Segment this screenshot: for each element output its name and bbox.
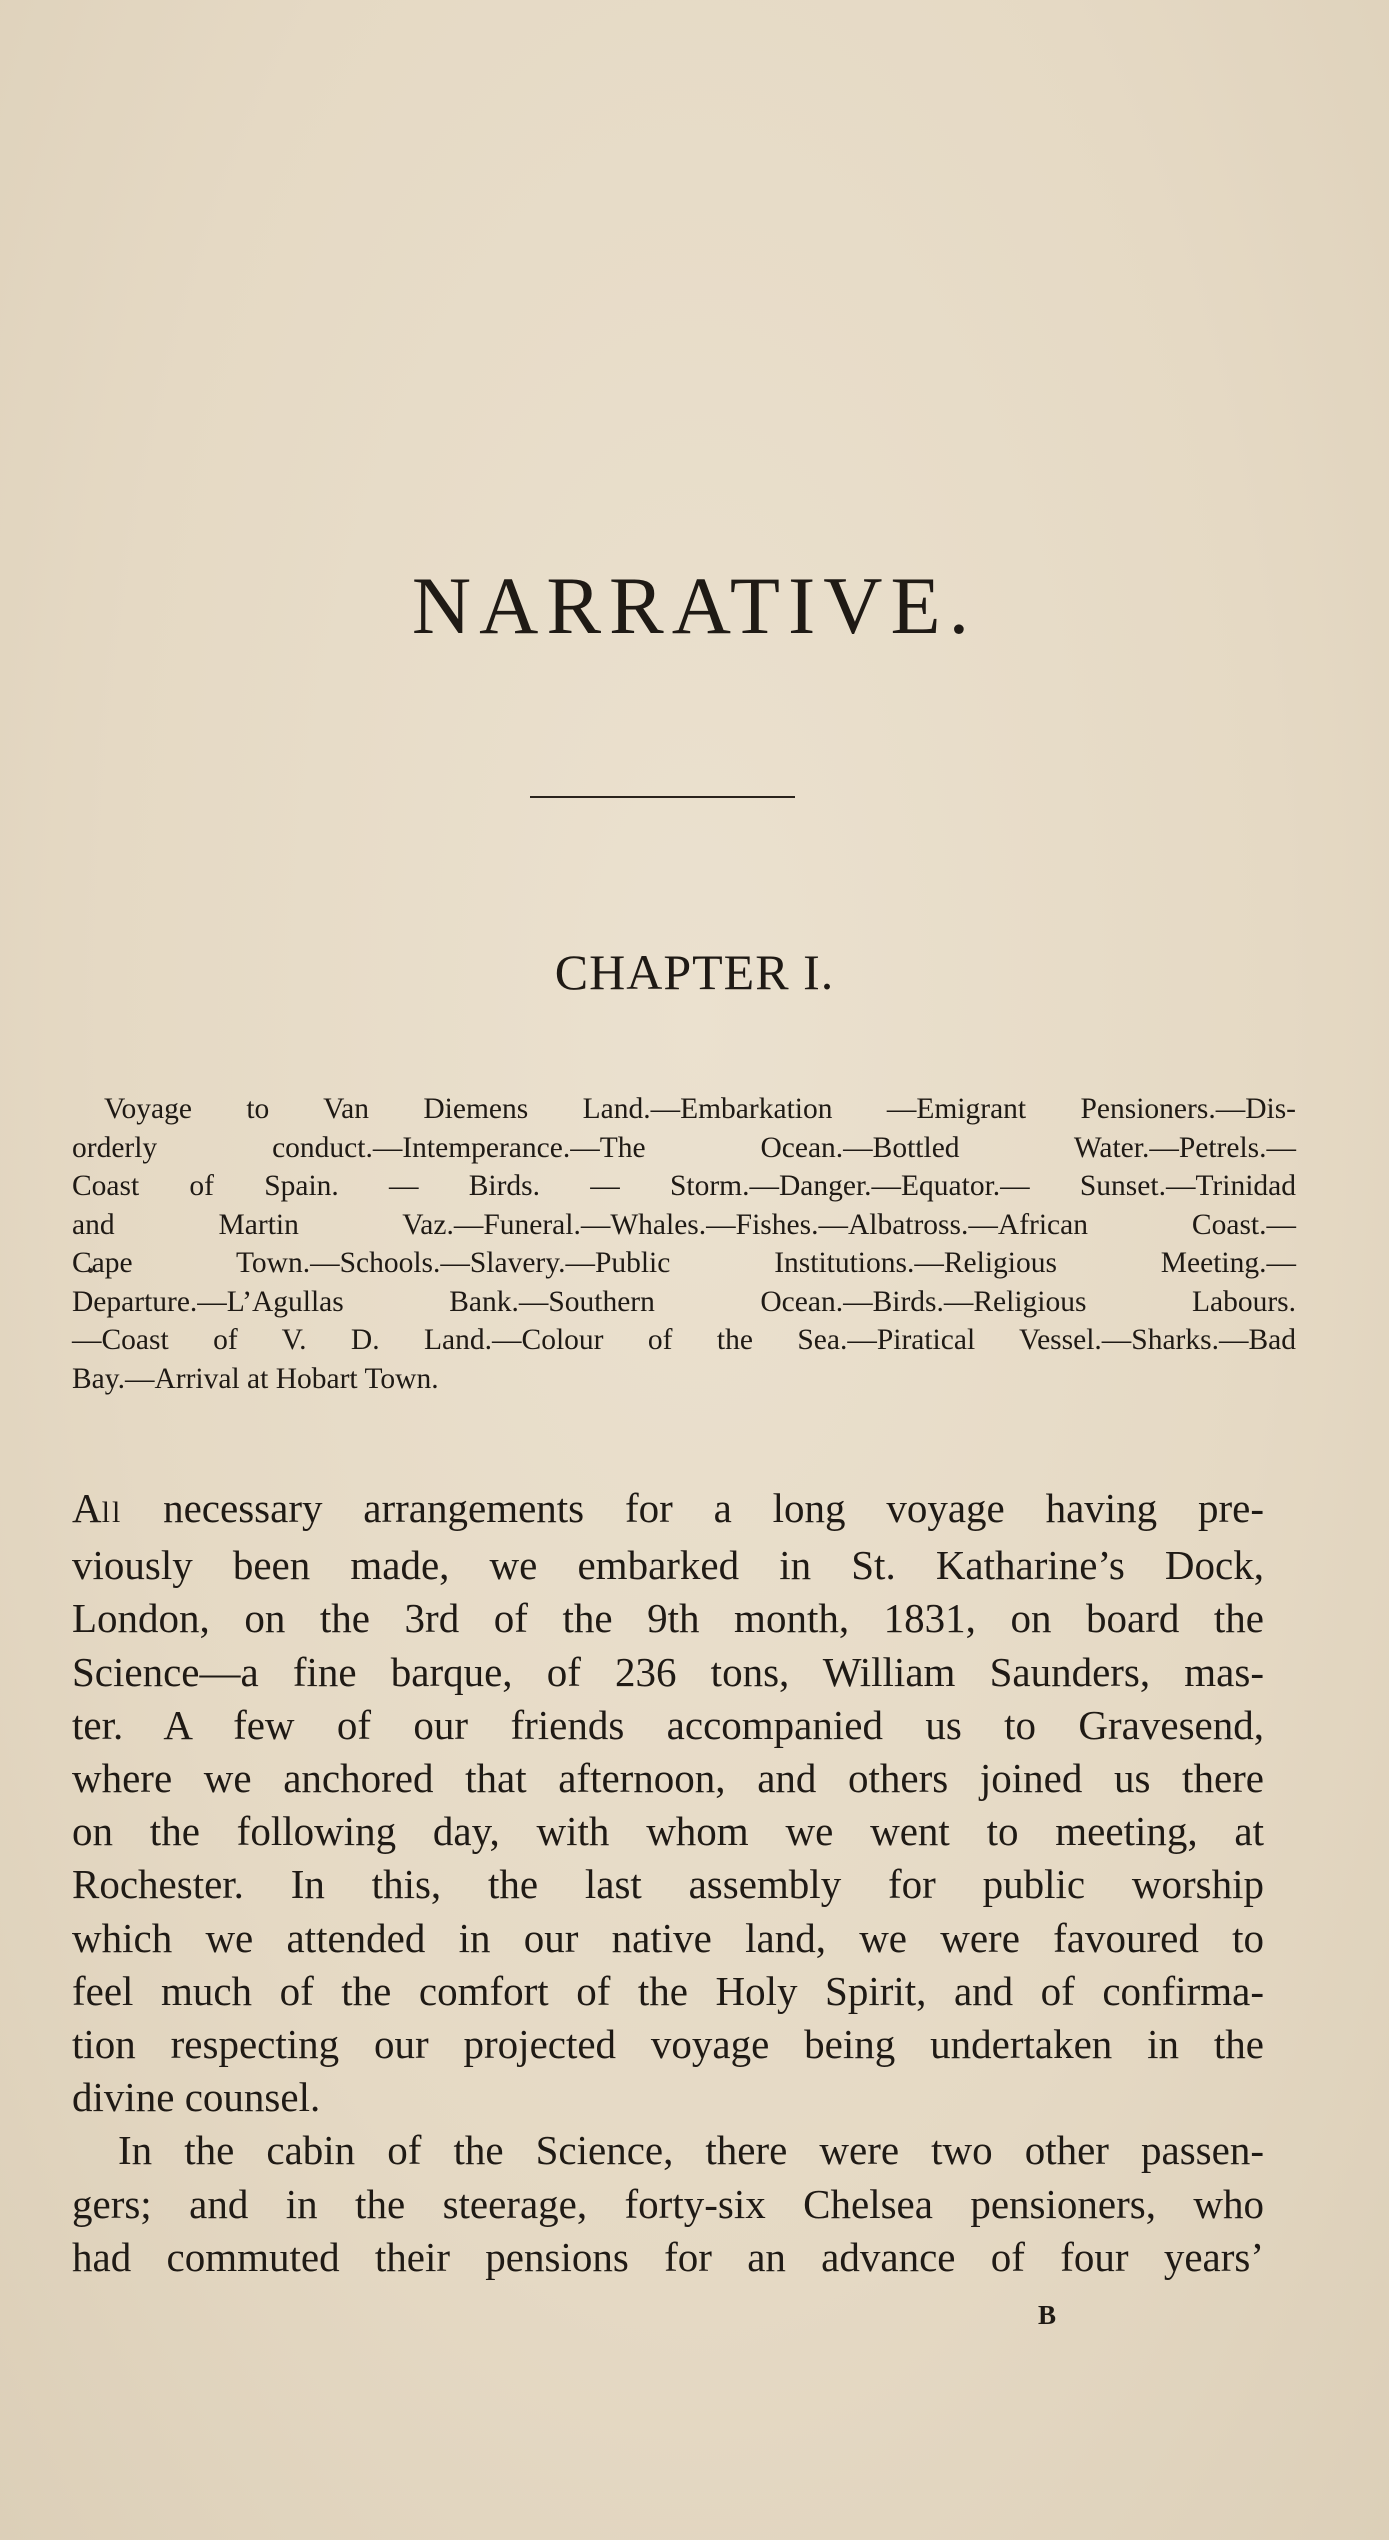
- body-line: ter. A few of our friends accompanied us to Gravesend,: [72, 1701, 1264, 1748]
- synopsis-line: Departure.—L’Agullas Bank.—Southern Ocean.—Birds.—Religious Labours.: [72, 1285, 1296, 1318]
- synopsis-line: Bay.—Arrival at Hobart Town.: [72, 1362, 439, 1395]
- page-title: NARRATIVE.: [411, 560, 978, 651]
- body-line: divine counsel.: [72, 2074, 321, 2121]
- synopsis-line: Voyage to Van Diemens Land.—Embarkation —Emigrant Pensioners.—Dis-: [104, 1093, 1296, 1125]
- body-line: gers; and in the steerage, forty-six Chelsea pensioners, who: [72, 2180, 1264, 2227]
- synopsis-line: orderly conduct.—Intemperance.—The Ocean.—Bottled Water.—Petrels.—: [72, 1131, 1296, 1164]
- body-line: had commuted their pensions for an advance of four years’: [72, 2233, 1264, 2280]
- small-caps-word: ll: [101, 1496, 123, 1529]
- body-line: where we anchored that afternoon, and others joined us there: [72, 1755, 1264, 1802]
- synopsis-line: Coast of Spain. — Birds. — Storm.—Danger.—Equator.— Sunset.—Trinidad: [72, 1170, 1296, 1202]
- chapter-heading: CHAPTER I.: [554, 944, 835, 1000]
- body-line: feel much of the comfort of the Holy Spirit, and of confirma-: [72, 1967, 1264, 2014]
- body-line-text: necessary arrangements for a long voyage having pre-: [122, 1485, 1264, 1531]
- body-line: London, on the 3rd of the 9th month, 1831, on board the: [72, 1595, 1264, 1642]
- synopsis-line: —Coast of V. D. Land.—Colour of the Sea.—Piratical Vessel.—Sharks.—Bad: [72, 1324, 1296, 1356]
- body-line: viously been made, we embarked in St. Katharine’s Dock,: [72, 1542, 1264, 1589]
- body-line: on the following day, with whom we went to meeting, at: [72, 1808, 1264, 1855]
- body-line: Rochester. In this, the last assembly for public worship: [72, 1861, 1264, 1908]
- narrative-body: [72, 1482, 1264, 2284]
- signature-mark: B: [1038, 2300, 1057, 2330]
- synopsis-line: and Martin Vaz.—Funeral.—Whales.—Fishes.—Albatross.—African Coast.—: [72, 1208, 1296, 1241]
- body-line: which we attended in our native land, we were favoured to: [72, 1914, 1264, 1961]
- title-rule-divider: [530, 796, 795, 798]
- drop-initial: A: [72, 1485, 102, 1531]
- body-line-first: [72, 1482, 1264, 1539]
- body-line: Science—a fine barque, of 236 tons, William Saunders, mas-: [72, 1648, 1264, 1695]
- body-line: tion respecting our projected voyage being undertaken in the: [72, 2021, 1264, 2068]
- synopsis-line: Cape Town.—Schools.—Slavery.—Public Institutions.—Religious Meeting.—: [72, 1247, 1296, 1279]
- body-line: In the cabin of the Science, there were two other passen-: [118, 2127, 1264, 2174]
- chapter-synopsis: [72, 1090, 1296, 1398]
